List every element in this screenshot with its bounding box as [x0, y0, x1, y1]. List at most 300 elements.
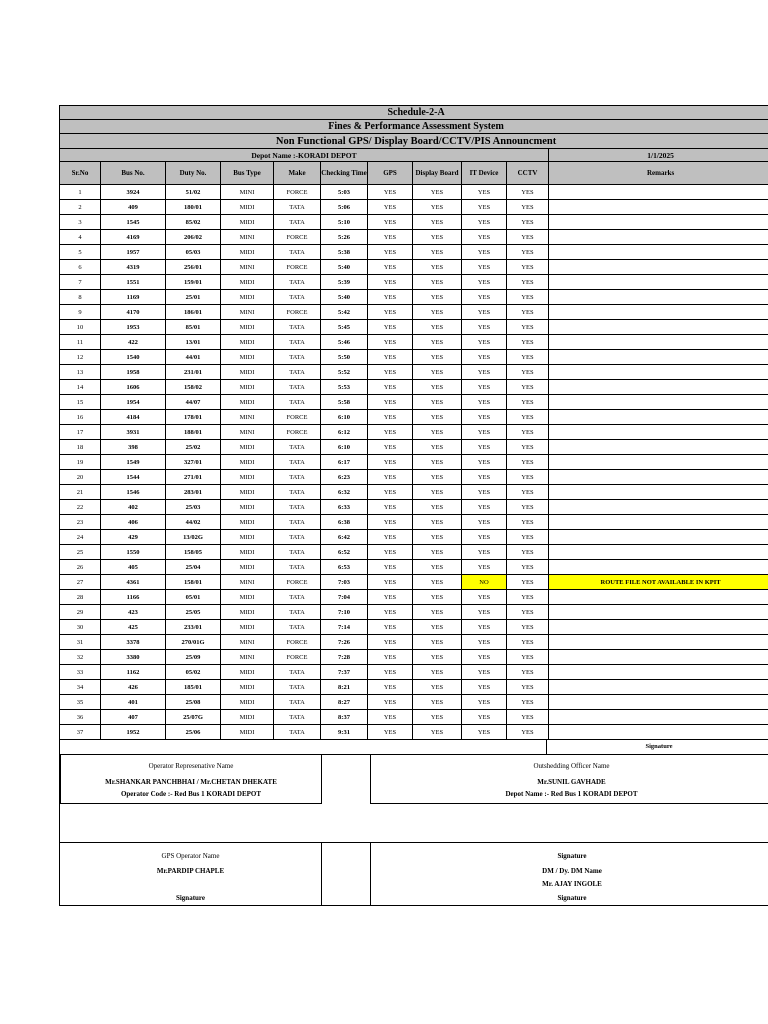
table-cell: 85/01: [166, 320, 221, 335]
table-cell: 05/02: [166, 665, 221, 680]
table-cell: TATA: [274, 665, 321, 680]
table-cell: [549, 680, 768, 695]
table-cell: YES: [368, 380, 413, 395]
table-cell: 6:38: [321, 515, 368, 530]
table-cell: 9: [60, 305, 101, 320]
table-cell: 5:42: [321, 305, 368, 320]
table-cell: YES: [507, 215, 549, 230]
table-cell: YES: [413, 410, 462, 425]
table-cell: 13/02G: [166, 530, 221, 545]
table-cell: TATA: [274, 320, 321, 335]
table-cell: 407: [101, 710, 166, 725]
table-cell: YES: [507, 515, 549, 530]
dm-box: [370, 842, 768, 906]
table-cell: YES: [413, 260, 462, 275]
table-cell: 7:26: [321, 635, 368, 650]
table-row: [60, 605, 768, 620]
table-cell: 7: [60, 275, 101, 290]
table-cell: 51/02: [166, 185, 221, 200]
table-cell: 7:28: [321, 650, 368, 665]
table-cell: 1606: [101, 380, 166, 395]
table-cell: 6:52: [321, 545, 368, 560]
table-cell: 1162: [101, 665, 166, 680]
operator-rep-box: [60, 754, 322, 804]
table-cell: YES: [368, 695, 413, 710]
table-cell: 05/03: [166, 245, 221, 260]
table-cell: [549, 335, 768, 350]
table-cell: YES: [368, 290, 413, 305]
table-row: [60, 395, 768, 410]
table-cell: 85/02: [166, 215, 221, 230]
gps-operator-box: [60, 842, 322, 906]
table-cell: YES: [462, 605, 507, 620]
table-cell: 429: [101, 530, 166, 545]
table-cell: 256/01: [166, 260, 221, 275]
table-cell: 18: [60, 440, 101, 455]
table-cell: TATA: [274, 350, 321, 365]
table-cell: 25/02: [166, 440, 221, 455]
table-cell: YES: [507, 710, 549, 725]
table-cell: YES: [413, 530, 462, 545]
table-cell: 7:14: [321, 620, 368, 635]
table-cell: MIDI: [221, 545, 274, 560]
table-row: [60, 230, 768, 245]
table-cell: 401: [101, 695, 166, 710]
table-cell: TATA: [274, 500, 321, 515]
table-cell: TATA: [274, 620, 321, 635]
table-cell: YES: [368, 365, 413, 380]
table-cell: 3378: [101, 635, 166, 650]
outshedding-depot: Depot Name :- Red Bus 1 KORADI DEPOT: [505, 790, 638, 798]
table-cell: 1953: [101, 320, 166, 335]
table-cell: YES: [413, 320, 462, 335]
table-cell: 15: [60, 395, 101, 410]
table-cell: YES: [507, 425, 549, 440]
table-row: [60, 650, 768, 665]
table-cell: FORCE: [274, 305, 321, 320]
table-cell: 5:40: [321, 290, 368, 305]
table-cell: YES: [368, 185, 413, 200]
table-cell: 327/01: [166, 455, 221, 470]
operator-rep-heading: Operator Represenative Name: [148, 762, 234, 770]
table-cell: FORCE: [274, 185, 321, 200]
table-cell: YES: [462, 275, 507, 290]
table-cell: YES: [413, 290, 462, 305]
table-cell: MINI: [221, 650, 274, 665]
table-cell: YES: [413, 665, 462, 680]
table-cell: YES: [413, 695, 462, 710]
table-cell: YES: [462, 635, 507, 650]
table-cell: YES: [462, 335, 507, 350]
table-cell: 5:50: [321, 350, 368, 365]
table-cell: YES: [413, 680, 462, 695]
table-cell: MIDI: [221, 665, 274, 680]
column-header: Make: [274, 162, 321, 185]
table-cell: YES: [413, 350, 462, 365]
table-cell: TATA: [274, 470, 321, 485]
dm-name: Mr. AJAY INGOLE: [542, 880, 602, 888]
table-cell: MIDI: [221, 440, 274, 455]
table-cell: 14: [60, 380, 101, 395]
table-cell: 406: [101, 515, 166, 530]
table-cell: 25/08: [166, 695, 221, 710]
table-cell: YES: [368, 215, 413, 230]
table-cell: 26: [60, 560, 101, 575]
gps-operator-name: Mr.PARDIP CHAPLE: [156, 867, 225, 875]
table-row: [60, 485, 768, 500]
table-cell: YES: [413, 590, 462, 605]
table-row: [60, 440, 768, 455]
table-cell: MIDI: [221, 680, 274, 695]
table-cell: YES: [507, 665, 549, 680]
table-cell: [549, 590, 768, 605]
table-cell: 3380: [101, 650, 166, 665]
outshedding-heading: Outshedding Officer Name: [533, 762, 610, 770]
table-cell: TATA: [274, 200, 321, 215]
table-cell: [549, 560, 768, 575]
table-cell: TATA: [274, 680, 321, 695]
table-cell: 13: [60, 365, 101, 380]
table-cell: 1550: [101, 545, 166, 560]
table-cell: YES: [413, 650, 462, 665]
table-cell: 31: [60, 635, 101, 650]
table-cell: MIDI: [221, 335, 274, 350]
table-cell: 233/01: [166, 620, 221, 635]
table-cell: 12: [60, 350, 101, 365]
table-cell: YES: [507, 290, 549, 305]
table-cell: YES: [462, 365, 507, 380]
table-cell: [549, 665, 768, 680]
table-cell: YES: [413, 455, 462, 470]
table-cell: YES: [507, 575, 549, 590]
table-cell: FORCE: [274, 425, 321, 440]
table-cell: YES: [462, 260, 507, 275]
table-cell: YES: [368, 665, 413, 680]
table-cell: 186/01: [166, 305, 221, 320]
table-row: [60, 725, 768, 740]
table-cell: YES: [462, 410, 507, 425]
table-cell: YES: [368, 230, 413, 245]
table-cell: 158/05: [166, 545, 221, 560]
table-cell: YES: [507, 695, 549, 710]
table-cell: [549, 455, 768, 470]
table-cell: MIDI: [221, 725, 274, 740]
table-cell: YES: [413, 215, 462, 230]
table-cell: YES: [462, 530, 507, 545]
table-cell: 21: [60, 485, 101, 500]
table-cell: 33: [60, 665, 101, 680]
table-row: [60, 680, 768, 695]
table-cell: 1: [60, 185, 101, 200]
table-cell: 5:38: [321, 245, 368, 260]
schedule-sheet: [59, 105, 768, 906]
table-cell: MIDI: [221, 530, 274, 545]
table-cell: YES: [462, 185, 507, 200]
table-cell: YES: [413, 305, 462, 320]
table-cell: 1551: [101, 275, 166, 290]
table-row: [60, 575, 768, 590]
table-cell: TATA: [274, 365, 321, 380]
table-cell: YES: [462, 425, 507, 440]
column-header: Display Board: [413, 162, 462, 185]
table-cell: [549, 290, 768, 305]
table-cell: TATA: [274, 695, 321, 710]
table-cell: TATA: [274, 380, 321, 395]
table-cell: 398: [101, 440, 166, 455]
table-cell: YES: [507, 530, 549, 545]
table-cell: YES: [462, 380, 507, 395]
table-cell: 405: [101, 560, 166, 575]
table-cell: YES: [413, 365, 462, 380]
table-cell: YES: [368, 620, 413, 635]
table-cell: [549, 350, 768, 365]
table-cell: YES: [368, 335, 413, 350]
table-cell: TATA: [274, 515, 321, 530]
table-row: [60, 530, 768, 545]
table-cell: 11: [60, 335, 101, 350]
table-cell: YES: [507, 485, 549, 500]
table-cell: TATA: [274, 275, 321, 290]
table-cell: 1954: [101, 395, 166, 410]
column-header: Bus No.: [101, 162, 166, 185]
table-cell: 6:53: [321, 560, 368, 575]
table-cell: YES: [507, 365, 549, 380]
column-header: CCTV: [507, 162, 549, 185]
table-cell: YES: [413, 605, 462, 620]
table-cell: YES: [507, 245, 549, 260]
table-cell: YES: [462, 665, 507, 680]
table-cell: YES: [368, 590, 413, 605]
table-cell: 158/02: [166, 380, 221, 395]
table-cell: 5:39: [321, 275, 368, 290]
signature-footer: [59, 740, 768, 906]
table-cell: [549, 380, 768, 395]
table-cell: 34: [60, 680, 101, 695]
table-cell: TATA: [274, 725, 321, 740]
table-cell: YES: [462, 515, 507, 530]
table-cell: 8:27: [321, 695, 368, 710]
table-cell: [549, 185, 768, 200]
table-row: [60, 350, 768, 365]
table-cell: YES: [368, 710, 413, 725]
table-cell: [549, 410, 768, 425]
table-cell: 6:10: [321, 410, 368, 425]
table-cell: YES: [462, 305, 507, 320]
table-cell: YES: [413, 335, 462, 350]
table-cell: 8: [60, 290, 101, 305]
table-cell: [549, 725, 768, 740]
table-row: [60, 185, 768, 200]
table-cell: YES: [507, 185, 549, 200]
table-cell: YES: [368, 605, 413, 620]
table-cell: YES: [368, 575, 413, 590]
table-cell: YES: [507, 455, 549, 470]
table-row: [60, 470, 768, 485]
table-cell: 5:03: [321, 185, 368, 200]
table-cell: 8:37: [321, 710, 368, 725]
table-row: [60, 590, 768, 605]
table-cell: [549, 530, 768, 545]
table-cell: MIDI: [221, 590, 274, 605]
table-cell: YES: [507, 650, 549, 665]
table-cell: YES: [413, 710, 462, 725]
table-cell: 5: [60, 245, 101, 260]
table-cell: YES: [462, 350, 507, 365]
table-cell: YES: [413, 635, 462, 650]
table-cell: 25/07G: [166, 710, 221, 725]
outshedding-name: Mr.SUNIL GAVHADE: [537, 778, 606, 786]
table-cell: 1957: [101, 245, 166, 260]
table-cell: 6:23: [321, 470, 368, 485]
table-cell: 13/01: [166, 335, 221, 350]
table-cell: ROUTE FILE NOT AVAILABLE IN KPIT: [549, 575, 768, 590]
table-cell: 20: [60, 470, 101, 485]
table-cell: YES: [462, 470, 507, 485]
table-cell: 5:10: [321, 215, 368, 230]
table-cell: TATA: [274, 605, 321, 620]
table-cell: YES: [507, 560, 549, 575]
table-cell: MINI: [221, 425, 274, 440]
table-cell: 5:26: [321, 230, 368, 245]
table-cell: 4319: [101, 260, 166, 275]
table-cell: MIDI: [221, 395, 274, 410]
table-cell: YES: [507, 260, 549, 275]
table-cell: 9:31: [321, 725, 368, 740]
table-cell: YES: [507, 680, 549, 695]
table-cell: [549, 260, 768, 275]
table-cell: 422: [101, 335, 166, 350]
table-cell: YES: [462, 725, 507, 740]
table-cell: 158/01: [166, 575, 221, 590]
table-cell: [549, 200, 768, 215]
table-cell: 4169: [101, 230, 166, 245]
table-cell: FORCE: [274, 260, 321, 275]
table-cell: TATA: [274, 215, 321, 230]
table-cell: 7:04: [321, 590, 368, 605]
table-cell: YES: [368, 725, 413, 740]
table-cell: YES: [413, 380, 462, 395]
gps-operator-heading: GPS Operator Name: [161, 852, 220, 860]
table-cell: YES: [368, 515, 413, 530]
table-cell: 25/01: [166, 290, 221, 305]
table-cell: YES: [462, 650, 507, 665]
column-header: IT Device: [462, 162, 507, 185]
table-cell: 1546: [101, 485, 166, 500]
table-cell: 178/01: [166, 410, 221, 425]
table-row: [60, 515, 768, 530]
table-row: [60, 200, 768, 215]
table-cell: YES: [368, 260, 413, 275]
table-cell: 27: [60, 575, 101, 590]
table-cell: YES: [413, 515, 462, 530]
table-cell: FORCE: [274, 635, 321, 650]
table-cell: 44/01: [166, 350, 221, 365]
table-cell: TATA: [274, 335, 321, 350]
table-cell: 7:03: [321, 575, 368, 590]
table-cell: 159/01: [166, 275, 221, 290]
table-cell: YES: [507, 545, 549, 560]
dm-signature-bottom: Signature: [557, 894, 587, 902]
table-cell: FORCE: [274, 230, 321, 245]
table-cell: YES: [507, 725, 549, 740]
table-cell: 180/01: [166, 200, 221, 215]
table-cell: MIDI: [221, 560, 274, 575]
table-cell: YES: [462, 500, 507, 515]
table-cell: MINI: [221, 260, 274, 275]
table-cell: TATA: [274, 245, 321, 260]
table-cell: YES: [507, 305, 549, 320]
table-cell: YES: [413, 245, 462, 260]
table-cell: MINI: [221, 230, 274, 245]
table-cell: 6:12: [321, 425, 368, 440]
table-row: [60, 620, 768, 635]
table-cell: YES: [462, 215, 507, 230]
table-cell: 4170: [101, 305, 166, 320]
table-row: [60, 365, 768, 380]
table-cell: YES: [413, 500, 462, 515]
table-cell: 402: [101, 500, 166, 515]
table-cell: 10: [60, 320, 101, 335]
table-cell: TATA: [274, 395, 321, 410]
table-cell: YES: [413, 185, 462, 200]
table-cell: MIDI: [221, 290, 274, 305]
column-header-row: [60, 162, 768, 185]
table-cell: YES: [413, 275, 462, 290]
table-cell: MIDI: [221, 380, 274, 395]
table-cell: MINI: [221, 575, 274, 590]
table-cell: YES: [507, 350, 549, 365]
table-cell: TATA: [274, 545, 321, 560]
table-cell: [549, 485, 768, 500]
table-cell: YES: [507, 275, 549, 290]
table-cell: 32: [60, 650, 101, 665]
table-cell: 5:52: [321, 365, 368, 380]
table-cell: [549, 635, 768, 650]
table-cell: YES: [368, 425, 413, 440]
table-row: [60, 425, 768, 440]
table-cell: 25/09: [166, 650, 221, 665]
table-cell: 16: [60, 410, 101, 425]
column-header: Sr.No: [60, 162, 101, 185]
table-cell: YES: [507, 335, 549, 350]
table-cell: YES: [462, 230, 507, 245]
table-cell: YES: [368, 680, 413, 695]
table-cell: [549, 605, 768, 620]
table-cell: YES: [413, 395, 462, 410]
table-cell: YES: [368, 320, 413, 335]
table-cell: TATA: [274, 710, 321, 725]
table-cell: 17: [60, 425, 101, 440]
table-cell: 283/01: [166, 485, 221, 500]
table-row: [60, 500, 768, 515]
table-row: [60, 545, 768, 560]
table-cell: YES: [507, 620, 549, 635]
table-cell: MIDI: [221, 500, 274, 515]
table-cell: [549, 365, 768, 380]
table-cell: 1549: [101, 455, 166, 470]
table-cell: YES: [368, 275, 413, 290]
table-cell: YES: [368, 200, 413, 215]
table-row: [60, 245, 768, 260]
table-cell: 4184: [101, 410, 166, 425]
table-cell: YES: [462, 200, 507, 215]
table-cell: [549, 515, 768, 530]
table-cell: YES: [507, 500, 549, 515]
table-cell: 425: [101, 620, 166, 635]
table-row: [60, 710, 768, 725]
table-cell: 2: [60, 200, 101, 215]
table-cell: YES: [413, 575, 462, 590]
